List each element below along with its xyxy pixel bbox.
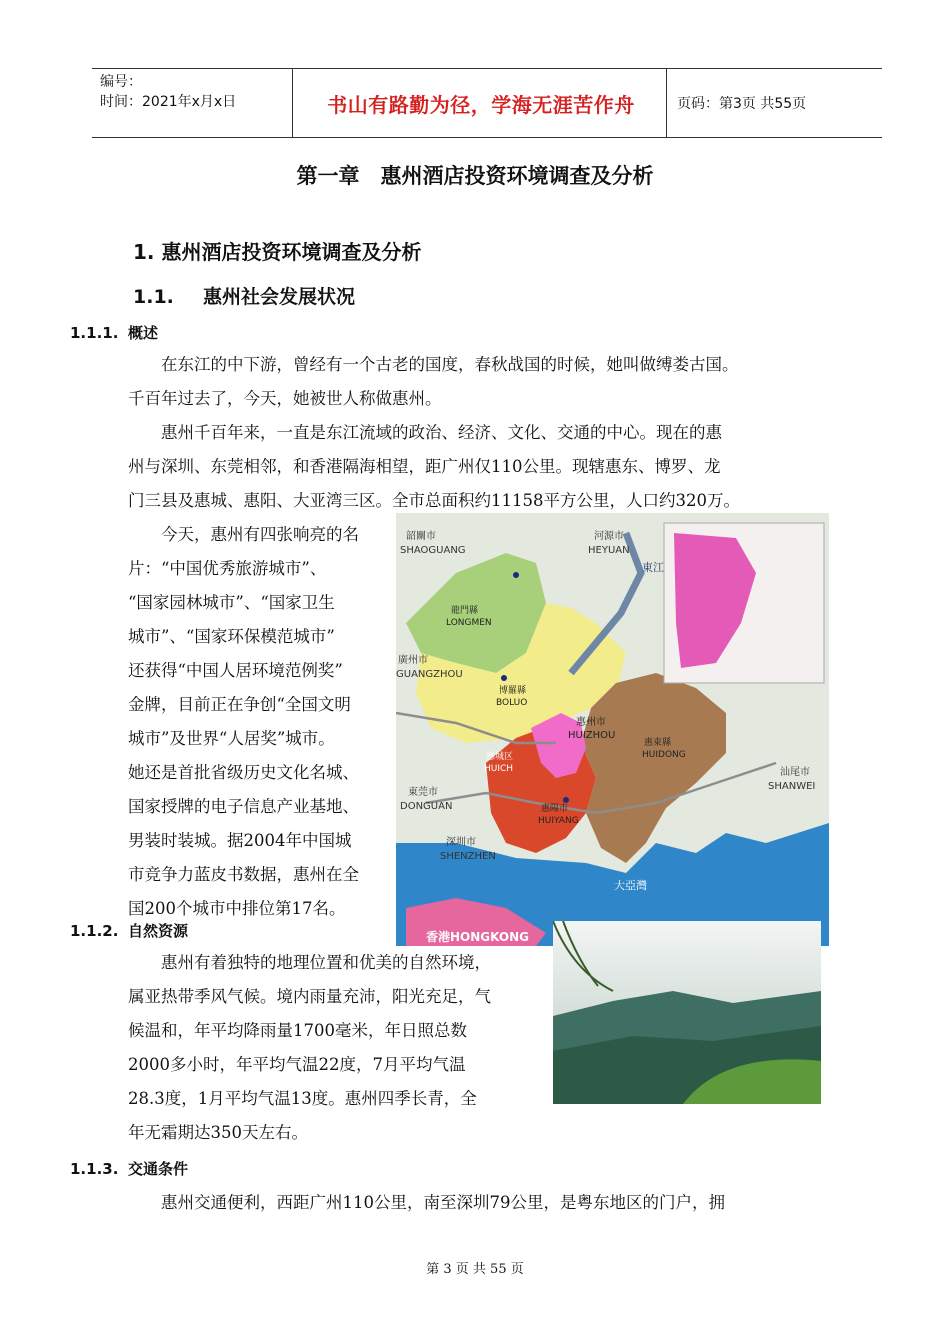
- text-line: 今天，惠州有四张响亮的名: [128, 525, 359, 544]
- map-label: 深圳市: [446, 837, 476, 848]
- map-label: HUICH: [484, 764, 514, 774]
- map-label: DONGUAN: [400, 801, 453, 812]
- map-label: 河源市: [594, 531, 624, 542]
- paragraph-overview-2: [128, 416, 833, 518]
- map-label: 惠城区: [486, 752, 514, 762]
- text-line: 还获得“中国人居环境范例奖”: [128, 661, 343, 680]
- text-line: 年无霜期达350天左右。: [128, 1123, 308, 1142]
- section-title: 惠州酒店投资环境调查及分析: [161, 240, 422, 264]
- header-divider: [666, 69, 667, 137]
- map-label: SHENZHEN: [440, 851, 496, 862]
- section-heading-1-1: [133, 282, 355, 309]
- text-line: 金牌，目前正在争创“全国文明: [128, 695, 351, 714]
- text-line: 城市”、“国家环保模范城市”: [128, 627, 335, 646]
- text-line: 男装时装城。据2004年中国城: [128, 831, 352, 850]
- map-label: SHAOGUANG: [400, 545, 466, 556]
- landscape-photo: [553, 921, 821, 1104]
- map-label: HUIZHOU: [568, 730, 616, 741]
- map-label: SHANWEI: [768, 781, 816, 792]
- paragraph-natural-resources: [128, 946, 553, 1150]
- header-motto: 书山有路勤为径，学海无涯苦作舟: [327, 93, 635, 117]
- section-heading-1-1-2: [70, 920, 188, 941]
- paragraph-transportation: [128, 1186, 833, 1220]
- section-number: 1.: [133, 240, 155, 264]
- huizhou-region-map: [396, 513, 829, 946]
- map-label: LONGMEN: [446, 618, 492, 628]
- text-line: 她还是首批省级历史文化名城、: [128, 763, 359, 782]
- chapter-title: 第一章 惠州酒店投资环境调查及分析: [296, 164, 654, 188]
- header-divider: [292, 69, 293, 137]
- text-line: 市竞争力蓝皮书数据，惠州在全: [128, 865, 359, 884]
- map-label: 汕尾市: [780, 767, 810, 778]
- text-line: 惠州有着独特的地理位置和优美的自然环境，: [128, 953, 491, 972]
- section-number: 1.1.2.: [70, 922, 119, 940]
- section-title: 惠州社会发展状况: [203, 286, 356, 308]
- text-line: 片：“中国优秀旅游城市”、: [128, 559, 327, 578]
- section-heading-1-1-1: [70, 322, 158, 343]
- map-label: 東江: [642, 561, 664, 574]
- text-line: 州与深圳、东莞相邻，和香港隔海相望，距广州仅110公里。现辖惠东、博罗、龙: [128, 457, 721, 476]
- section-title: 自然资源: [128, 922, 189, 940]
- serial-label: 编号：: [100, 74, 142, 90]
- text-line: 2000多小时，年平均气温22度，7月平均气温: [128, 1055, 466, 1074]
- section-heading-1: [133, 236, 421, 265]
- map-label: 廣州市: [398, 655, 428, 666]
- map-label: GUANGZHOU: [396, 669, 463, 680]
- map-label: BOLUO: [496, 698, 528, 708]
- city-marker: [513, 572, 519, 578]
- map-label: 惠東縣: [644, 738, 672, 748]
- map-label: 大亞灣: [614, 879, 647, 892]
- section-number: 1.1.: [133, 286, 174, 308]
- map-label: HEYUAN: [588, 545, 630, 556]
- map-label: HUIYANG: [538, 816, 579, 826]
- text-line: 千百年过去了，今天，她被世人称做惠州。: [128, 389, 442, 408]
- text-line: 城市”及世界“人居奖”城市。: [128, 729, 335, 748]
- text-line: 惠州交通便利，西距广州110公里，南至深圳79公里，是粤东地区的门户，拥: [128, 1193, 725, 1212]
- map-label: 東莞市: [408, 787, 438, 798]
- section-title: 交通条件: [128, 1160, 189, 1178]
- map-label: 惠州市: [576, 717, 606, 728]
- header-meta: [100, 72, 236, 112]
- map-label: HUIDONG: [642, 750, 686, 760]
- text-line: 在东江的中下游，曾经有一个古老的国度，春秋战国的时候，她叫做缚娄古国。: [128, 355, 739, 374]
- map-label: 惠陽市: [541, 804, 569, 814]
- paragraph-overview-1: [128, 348, 833, 416]
- text-line: 国200个城市中排位第17名。: [128, 899, 346, 918]
- city-marker: [563, 797, 569, 803]
- text-line: 惠州千百年来，一直是东江流域的政治、经济、文化、交通的中心。现在的惠: [128, 423, 722, 442]
- paragraph-overview-3: [128, 518, 396, 926]
- text-line: 门三县及惠城、惠阳、大亚湾三区。全市总面积约11158平方公里，人口约320万。: [128, 491, 740, 510]
- map-label: 韶關市: [406, 531, 436, 542]
- page-footer: 第 3 页 共 55 页: [426, 1262, 524, 1277]
- map-label: 龍門縣: [451, 606, 479, 616]
- text-line: 属亚热带季风气候。境内雨量充沛，阳光充足，气: [128, 987, 491, 1006]
- section-heading-1-1-3: [70, 1158, 188, 1179]
- section-number: 1.1.1.: [70, 324, 119, 342]
- time-label: 时间：2021年x月x日: [100, 94, 237, 110]
- text-line: 候温和，年平均降雨量1700毫米，年日照总数: [128, 1021, 467, 1040]
- section-number: 1.1.3.: [70, 1160, 119, 1178]
- map-label: 香港HONGKONG: [426, 930, 529, 944]
- text-line: 28.3度，1月平均气温13度。惠州四季长青，全: [128, 1089, 477, 1108]
- text-line: “国家园林城市”、“国家卫生: [128, 593, 335, 612]
- map-label: 博羅縣: [499, 686, 527, 696]
- city-marker: [501, 675, 507, 681]
- text-line: 国家授牌的电子信息产业基地、: [128, 797, 359, 816]
- header-page-label: 页码：第3页 共55页: [677, 96, 807, 112]
- page-header: [92, 68, 882, 138]
- section-title: 概述: [128, 324, 159, 342]
